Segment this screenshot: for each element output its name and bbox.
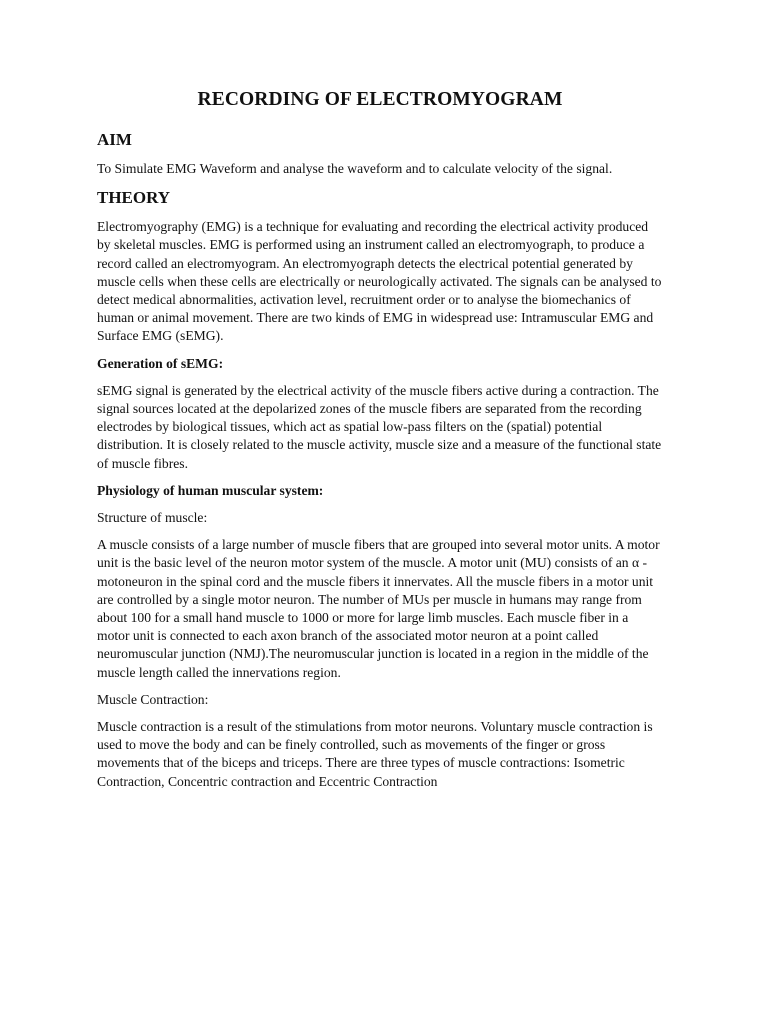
document-title: RECORDING OF ELECTROMYOGRAM <box>197 89 563 110</box>
document-page <box>97 88 663 800</box>
theory-heading: THEORY <box>97 188 171 208</box>
aim-heading: AIM <box>97 130 132 149</box>
generation-paragraph: sEMG signal is generated by the electrical activity of the muscle fibers active during a contraction. The signal sources located at the depolarized zones of the muscle fibers are separated from the recording electrodes by biological tissues, which act as spatial low-pass filters on the (spatial) potential distribution. It is closely related to the muscle activity, muscle size and a measure of the functional state of muscle fibres. <box>97 382 662 471</box>
aim-paragraph: To Simulate EMG Waveform and analyse the waveform and to calculate velocity of the signal. <box>97 161 613 176</box>
structure-paragraph: A muscle consists of a large number of muscle fibers that are grouped into several motor units. A motor unit is the basic level of the neuron motor system of the muscle. A motor unit (MU) consists of an α - motoneuron in the spinal cord and the muscle fibers it innervates. All the muscle fibers in a motor unit are controlled by a single motor neuron. The number of MUs per muscle in humans may range from about 100 for a small hand muscle to 1000 or more for large limb muscles. Each muscle fiber in a motor unit is connected to each axon branch of the associated motor neuron at a point called neuromuscular junction (NMJ).The neuromuscular junction is located in a region in the middle of the muscle length called the innervations region. <box>97 537 660 680</box>
contraction-paragraph: Muscle contraction is a result of the stimulations from motor neurons. Voluntary muscle contraction is used to move the body and can be finely controlled, such as movements of the finger or gross movements that of the biceps and triceps. There are three types of muscle contractions: Isometric Contraction, Concentric contraction and Eccentric Contraction <box>97 719 653 789</box>
structure-heading: Structure of muscle: <box>97 510 208 526</box>
contraction-heading: Muscle Contraction: <box>97 691 209 707</box>
generation-heading: Generation of sEMG: <box>97 355 224 371</box>
physiology-heading: Physiology of human muscular system: <box>97 482 324 498</box>
theory-intro-paragraph: Electromyography (EMG) is a technique for evaluating and recording the electrical activity produced by skeletal muscles. EMG is performed using an instrument called an electromyograph, to produce a record called an electromyogram. An electromyograph detects the electrical potential generated by muscle cells when these cells are electrically or neurologically activated. The signals can be analysed to detect medical abnormalities, activation level, recruitment order or to analyse the biomechanics of human or animal movement. There are two kinds of EMG in widespread use: Intramuscular EMG and Surface EMG (sEMG). <box>97 219 662 344</box>
